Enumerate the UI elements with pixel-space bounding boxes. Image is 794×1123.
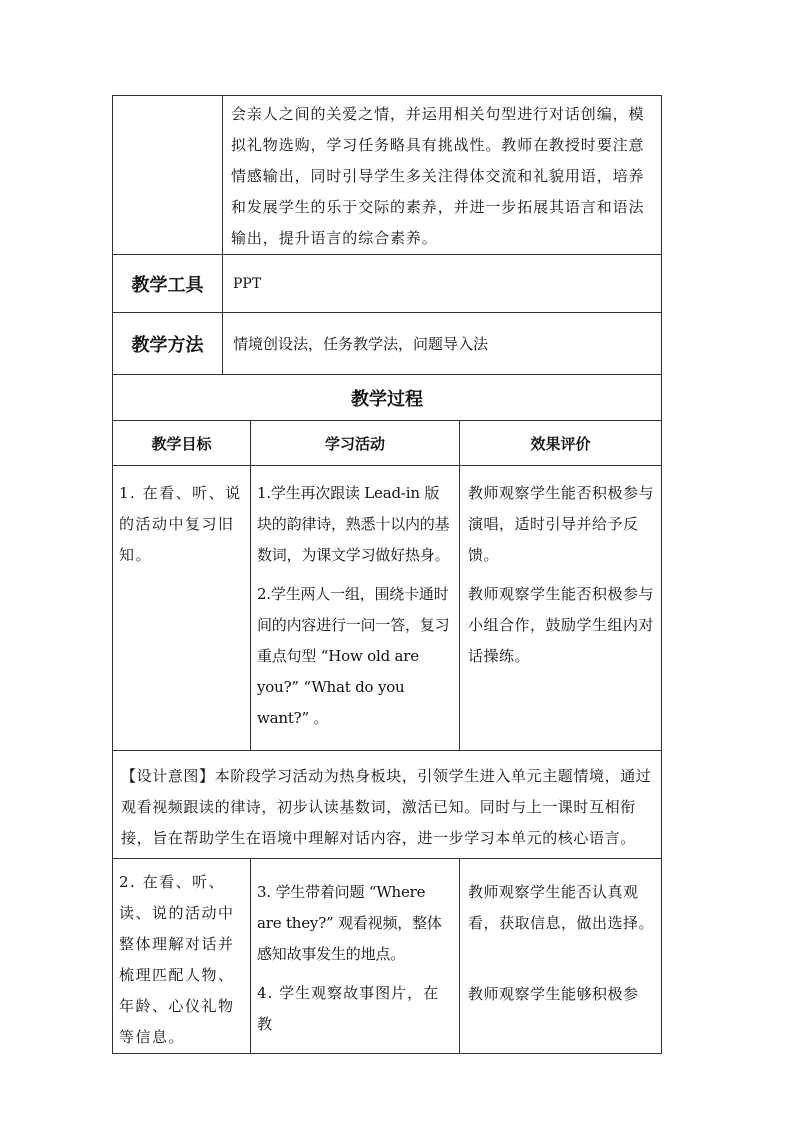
section1-eval-2: 教师观察学生能否积极参与小组合作，鼓励学生组内对话操练。 — [468, 585, 655, 665]
section1-eval-cell — [460, 466, 662, 751]
design-note-row — [113, 751, 662, 859]
section2-eval-cell — [460, 859, 662, 1054]
section2-goal: 2. 在看、听、读、说的活动中整体理解对话并梳理匹配人物、年龄、心仪礼物等信息。 — [119, 873, 235, 1046]
section1-activity-1: 1.学生再次跟读 Lead-in 版块的韵律诗，熟悉十以内的基数词，为课文学习做好热身。 — [257, 484, 450, 564]
column-header-row — [113, 421, 662, 466]
methods-row — [113, 313, 662, 375]
section1-eval-1: 教师观察学生能否积极参与演唱，适时引导并给予反馈。 — [468, 484, 655, 564]
process-title: 教学过程 — [113, 375, 662, 421]
tools-value: PPT — [223, 255, 662, 313]
lesson-plan-table — [112, 95, 662, 1054]
section2-goal-cell — [113, 859, 251, 1054]
tools-label: 教学工具 — [113, 255, 223, 313]
section2-activity-cell — [251, 859, 460, 1054]
methods-value: 情境创设法，任务教学法，问题导入法 — [223, 313, 662, 375]
section2-activity-2: 4. 学生观察故事图片，在教 — [257, 984, 440, 1033]
column-header-evaluation: 效果评价 — [460, 421, 662, 466]
section1-activity-cell — [251, 466, 460, 751]
design-note: 【设计意图】本阶段学习活动为热身板块，引领学生进入单元主题情境，通过观看视频跟读的律诗，初步认读基数词，激活已知。同时与上一课时互相衔接，旨在帮助学生在语境中理解对话内容，进一步学习本单元的核心语言。 — [113, 751, 662, 859]
section2-row — [113, 859, 662, 1054]
section1-row — [113, 466, 662, 751]
intro-paragraph: 会亲人之间的关爱之情，并运用相关句型进行对话创编，模拟礼物选购，学习任务略具有挑战性。教师在教授时要注意情感输出，同时引导学生多关注得体交流和礼貌用语，培养和发展学生的乐于交际的素养，并进一步拓展其语言和语法输出，提升语言的综合素养。 — [231, 105, 645, 247]
methods-label: 教学方法 — [113, 313, 223, 375]
tools-row — [113, 255, 662, 313]
section1-goal-cell — [113, 466, 251, 751]
process-title-row — [113, 375, 662, 421]
section2-activity-1: 3. 学生带着问题 “Where are they?” 观看视频，整体感知故事发生的地点。 — [257, 883, 442, 963]
section1-activity-2: 2.学生两人一组，围绕卡通时间的内容进行一问一答，复习重点句型 “How old are you?” “What do you want?” 。 — [257, 585, 450, 727]
intro-text-cell — [223, 96, 662, 255]
section2-eval-1: 教师观察学生能否认真观看，获取信息，做出选择。 — [468, 883, 655, 932]
section1-goal: 1. 在看、听、说的活动中复习旧知。 — [119, 484, 242, 564]
section2-eval-2: 教师观察学生能够积极参 — [468, 985, 639, 1003]
intro-left-cell — [113, 96, 223, 255]
column-header-goal: 教学目标 — [113, 421, 251, 466]
intro-row — [113, 96, 662, 255]
column-header-activity: 学习活动 — [251, 421, 460, 466]
